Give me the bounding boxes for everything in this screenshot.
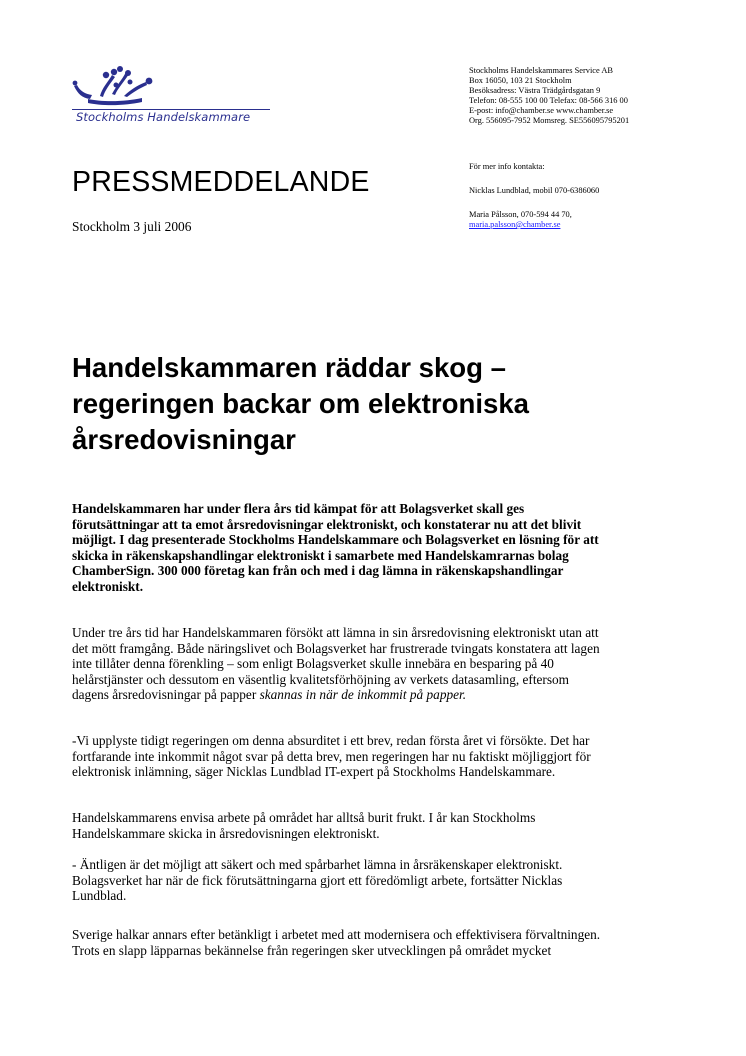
sender-box: Box 16050, 103 21 Stockholm: [469, 76, 572, 85]
text-line: Handelskammare skicka in årsredovisningen elektroniskt.: [72, 825, 380, 841]
text-line: fortfarande inte inkommit något svar på detta brev, men regeringen har nu faktiskt möjliggjort för: [72, 748, 591, 764]
sender-visit-address: Besöksadress: Västra Trädgårdsgatan 9: [469, 86, 601, 95]
logo-wordmark: Stockholms Handelskammare: [76, 110, 251, 124]
press-contact-label: För mer info kontakta:: [469, 162, 545, 171]
crown-logo-icon: [72, 66, 158, 110]
text-line: -Vi upplyste tidigt regeringen om denna absurditet i ett brev, redan första året vi försökte. Det har: [72, 733, 590, 748]
text-run: dagens årsredovisningar på papper: [72, 687, 260, 702]
sender-email-web: E-post: info@chamber.se www.chamber.se: [469, 106, 614, 115]
text-line: elektroniskt.: [72, 578, 144, 594]
italic-text-run: skannas in när de inkommit på papper.: [259, 687, 467, 702]
text-line: möjligt. I dag presenterade Stockholms Handelskammare och Bolagsverket en lösning för att: [72, 532, 599, 547]
text-line: [72, 687, 682, 703]
document-type-heading: PRESSMEDDELANDE: [72, 166, 370, 198]
text-line: skicka in räkenskapshandlingar elektroniskt i samarbete med Handelskamrarnas bolag: [72, 547, 569, 563]
headline-line: Handelskammaren räddar skog –: [72, 352, 507, 383]
sender-address-block: [469, 66, 699, 126]
lead-paragraph: [72, 501, 682, 594]
sender-phone-fax: Telefon: 08-555 100 00 Telefax: 08-566 316 00: [469, 96, 628, 105]
text-line: elektronisk inlämning, säger Nicklas Lundblad IT-expert på Stockholms Handelskammare.: [72, 764, 556, 779]
text-line: Handelskammarens envisa arbete på området har alltså burit frukt. I år kan Stockholms: [72, 810, 536, 825]
press-contact-2: Maria Pålsson, 070-594 44 70,: [469, 210, 572, 219]
dateline: Stockholm 3 juli 2006: [72, 219, 192, 234]
text-line: - Äntligen är det möjligt att säkert och med spårbarhet lämna in årsräkenskaper elektroniskt.: [72, 857, 563, 872]
text-line: Lundblad.: [72, 888, 127, 903]
text-line: förutsättningar att ta emot årsredovisningar elektroniskt, och konstaterar nu att det blivit: [72, 516, 582, 532]
body-paragraph-4: [72, 857, 682, 904]
logo: [72, 66, 272, 132]
text-line: ChamberSign. 300 000 företag kan från och med i dag lämna in räkenskapshandlingar: [72, 563, 564, 578]
text-line: Bolagsverket har när de fick förutsättningarna gjort ett föredömligt arbete, fortsätter Nicklas: [72, 872, 563, 888]
press-contact-1: Nicklas Lundblad, mobil 070-6386060: [469, 186, 600, 195]
press-contact-block: [469, 162, 699, 230]
body-paragraph-5: [72, 927, 682, 958]
press-contact-email-link[interactable]: maria.palsson@chamber.se: [469, 220, 561, 229]
text-line: det mött framgång. Både näringslivet och Bolagsverket har frustrerade tvingats konstatera att lagen: [72, 640, 600, 656]
sender-org-number: Org. 556095-7952 Momsreg. SE556095795201: [469, 116, 630, 125]
headline-line: regeringen backar om elektroniska: [72, 388, 530, 419]
sender-name: Stockholms Handelskammares Service AB: [469, 66, 613, 75]
text-line: inte tillåter denna förenkling – som enligt Bolagsverket skulle innebära en besparing på 40: [72, 656, 554, 671]
text-line: Sverige halkar annars efter betänkligt i arbetet med att modernisera och effektivisera förvaltningen.: [72, 927, 601, 942]
body-paragraph-2: [72, 733, 682, 780]
text-line: Trots en slapp läpparnas bekännelse från regeringen sker utvecklingen på området mycket: [72, 942, 552, 958]
headline-line: årsredovisningar: [72, 424, 296, 455]
text-line: Handelskammaren har under flera års tid kämpat för att Bolagsverket skall ges: [72, 501, 525, 516]
headline: [72, 350, 692, 458]
body-paragraph-3: [72, 810, 682, 841]
text-line: helårstjänster och dessutom en väsentlig kvalitetsförhöjning av verkets datasamling, eftersom: [72, 671, 570, 687]
text-line: Under tre års tid har Handelskammaren försökt att lämna in sin årsredovisning elektroniskt utan att: [72, 625, 599, 640]
body-paragraph-1: [72, 625, 682, 703]
